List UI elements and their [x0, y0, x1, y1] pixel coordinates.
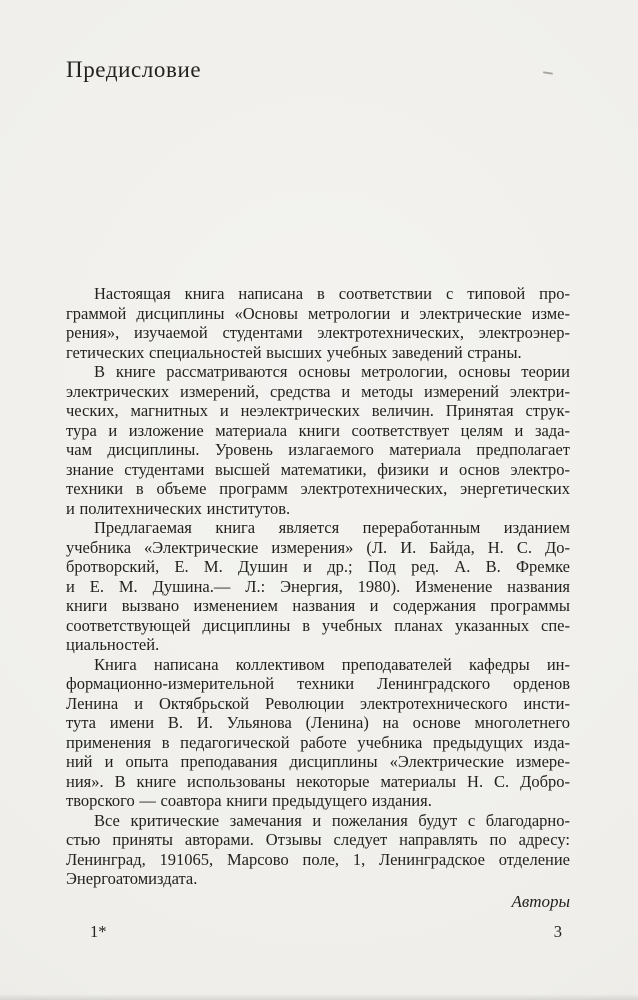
text-line: гетических специальностей высших учебных заведений страны.: [66, 342, 522, 362]
text-line: соответствующей дисциплины в учебных планах указанных спе-: [66, 615, 570, 635]
text-line: ний и опыта преподавания дисциплины «Электрические измере-: [66, 752, 570, 771]
text-line: тута имени В. И. Ульянова (Ленина) на основе многолетнего: [66, 713, 570, 732]
text-line: Предлагаемая книга является переработанным изданием: [94, 518, 570, 537]
text-line: учебника «Электрические измерения» (Л. И. Байда, Н. С. До-: [66, 537, 570, 557]
text-line: знание студентами высшей математики, физики и основ электро-: [66, 459, 570, 479]
text-line: В книге рассматриваются основы метрологии, основы теории: [94, 362, 570, 381]
text-line: творского — соавтора книги предыдущего издания.: [66, 791, 432, 810]
text-line: Ленинград, 191065, Марсово поле, 1, Ленинградское отделение: [66, 849, 570, 869]
text-line: Книга написана коллективом преподавателей кафедры ин-: [94, 654, 570, 674]
text-line: применения в педагогической работе учебника предыдущих изда-: [66, 732, 570, 752]
page-title: Предисловие: [66, 57, 202, 82]
text-line: и Е. М. Душина.— Л.: Энергия, 1980). Изменение названия: [66, 576, 570, 596]
text-line: рения», изучаемой студентами электротехнических, электроэнер-: [66, 323, 570, 342]
text-line: Настоящая книга написана в соответствии с типовой про-: [94, 284, 570, 303]
page-bottom-shadow: [0, 994, 638, 1000]
page-footer: [66, 922, 570, 942]
text-line: тура и изложение материала книги соответствует целям и зада-: [66, 420, 570, 440]
text-line: техники в объеме программ электротехнических, энергетических: [66, 479, 570, 498]
text-line: электрических измерений, средства и методы измерений электри-: [66, 381, 570, 401]
page-body: [66, 284, 570, 889]
text-line: бротворский, Е. М. Душин и др.; Под ред. А. В. Фремке: [66, 557, 570, 576]
text-line: чам дисциплины. Уровень излагаемого материала предполагает: [66, 440, 570, 459]
text-line: ния». В книге использованы некоторые материалы Н. С. Добро-: [66, 771, 570, 791]
authors-signature: Авторы: [511, 892, 570, 911]
text-line: и политехнических институтов.: [66, 498, 291, 518]
page-number: 3: [553, 922, 562, 941]
text-line: Энергоатомиздата.: [66, 869, 198, 888]
text-line: Все критические замечания и пожелания будут с благодарно-: [94, 810, 570, 830]
print-signature-mark: 1*: [90, 922, 107, 941]
scan-artifact: [543, 71, 553, 74]
text-line: циальностей.: [66, 635, 160, 654]
text-line: Ленина и Октябрьской Революции электротехнического инсти-: [66, 693, 570, 713]
text-line: граммой дисциплины «Основы метрологии и электрические изме-: [66, 303, 570, 323]
text-line: формационно-измерительной техники Ленинградского орденов: [66, 674, 570, 693]
text-line: книги вызвано изменением названия и содержания программы: [66, 596, 570, 615]
text-line: ческих, магнитных и неэлектрических величин. Принятая струк-: [66, 401, 570, 420]
text-line: стью приняты авторами. Отзывы следует направлять по адресу:: [66, 830, 570, 849]
